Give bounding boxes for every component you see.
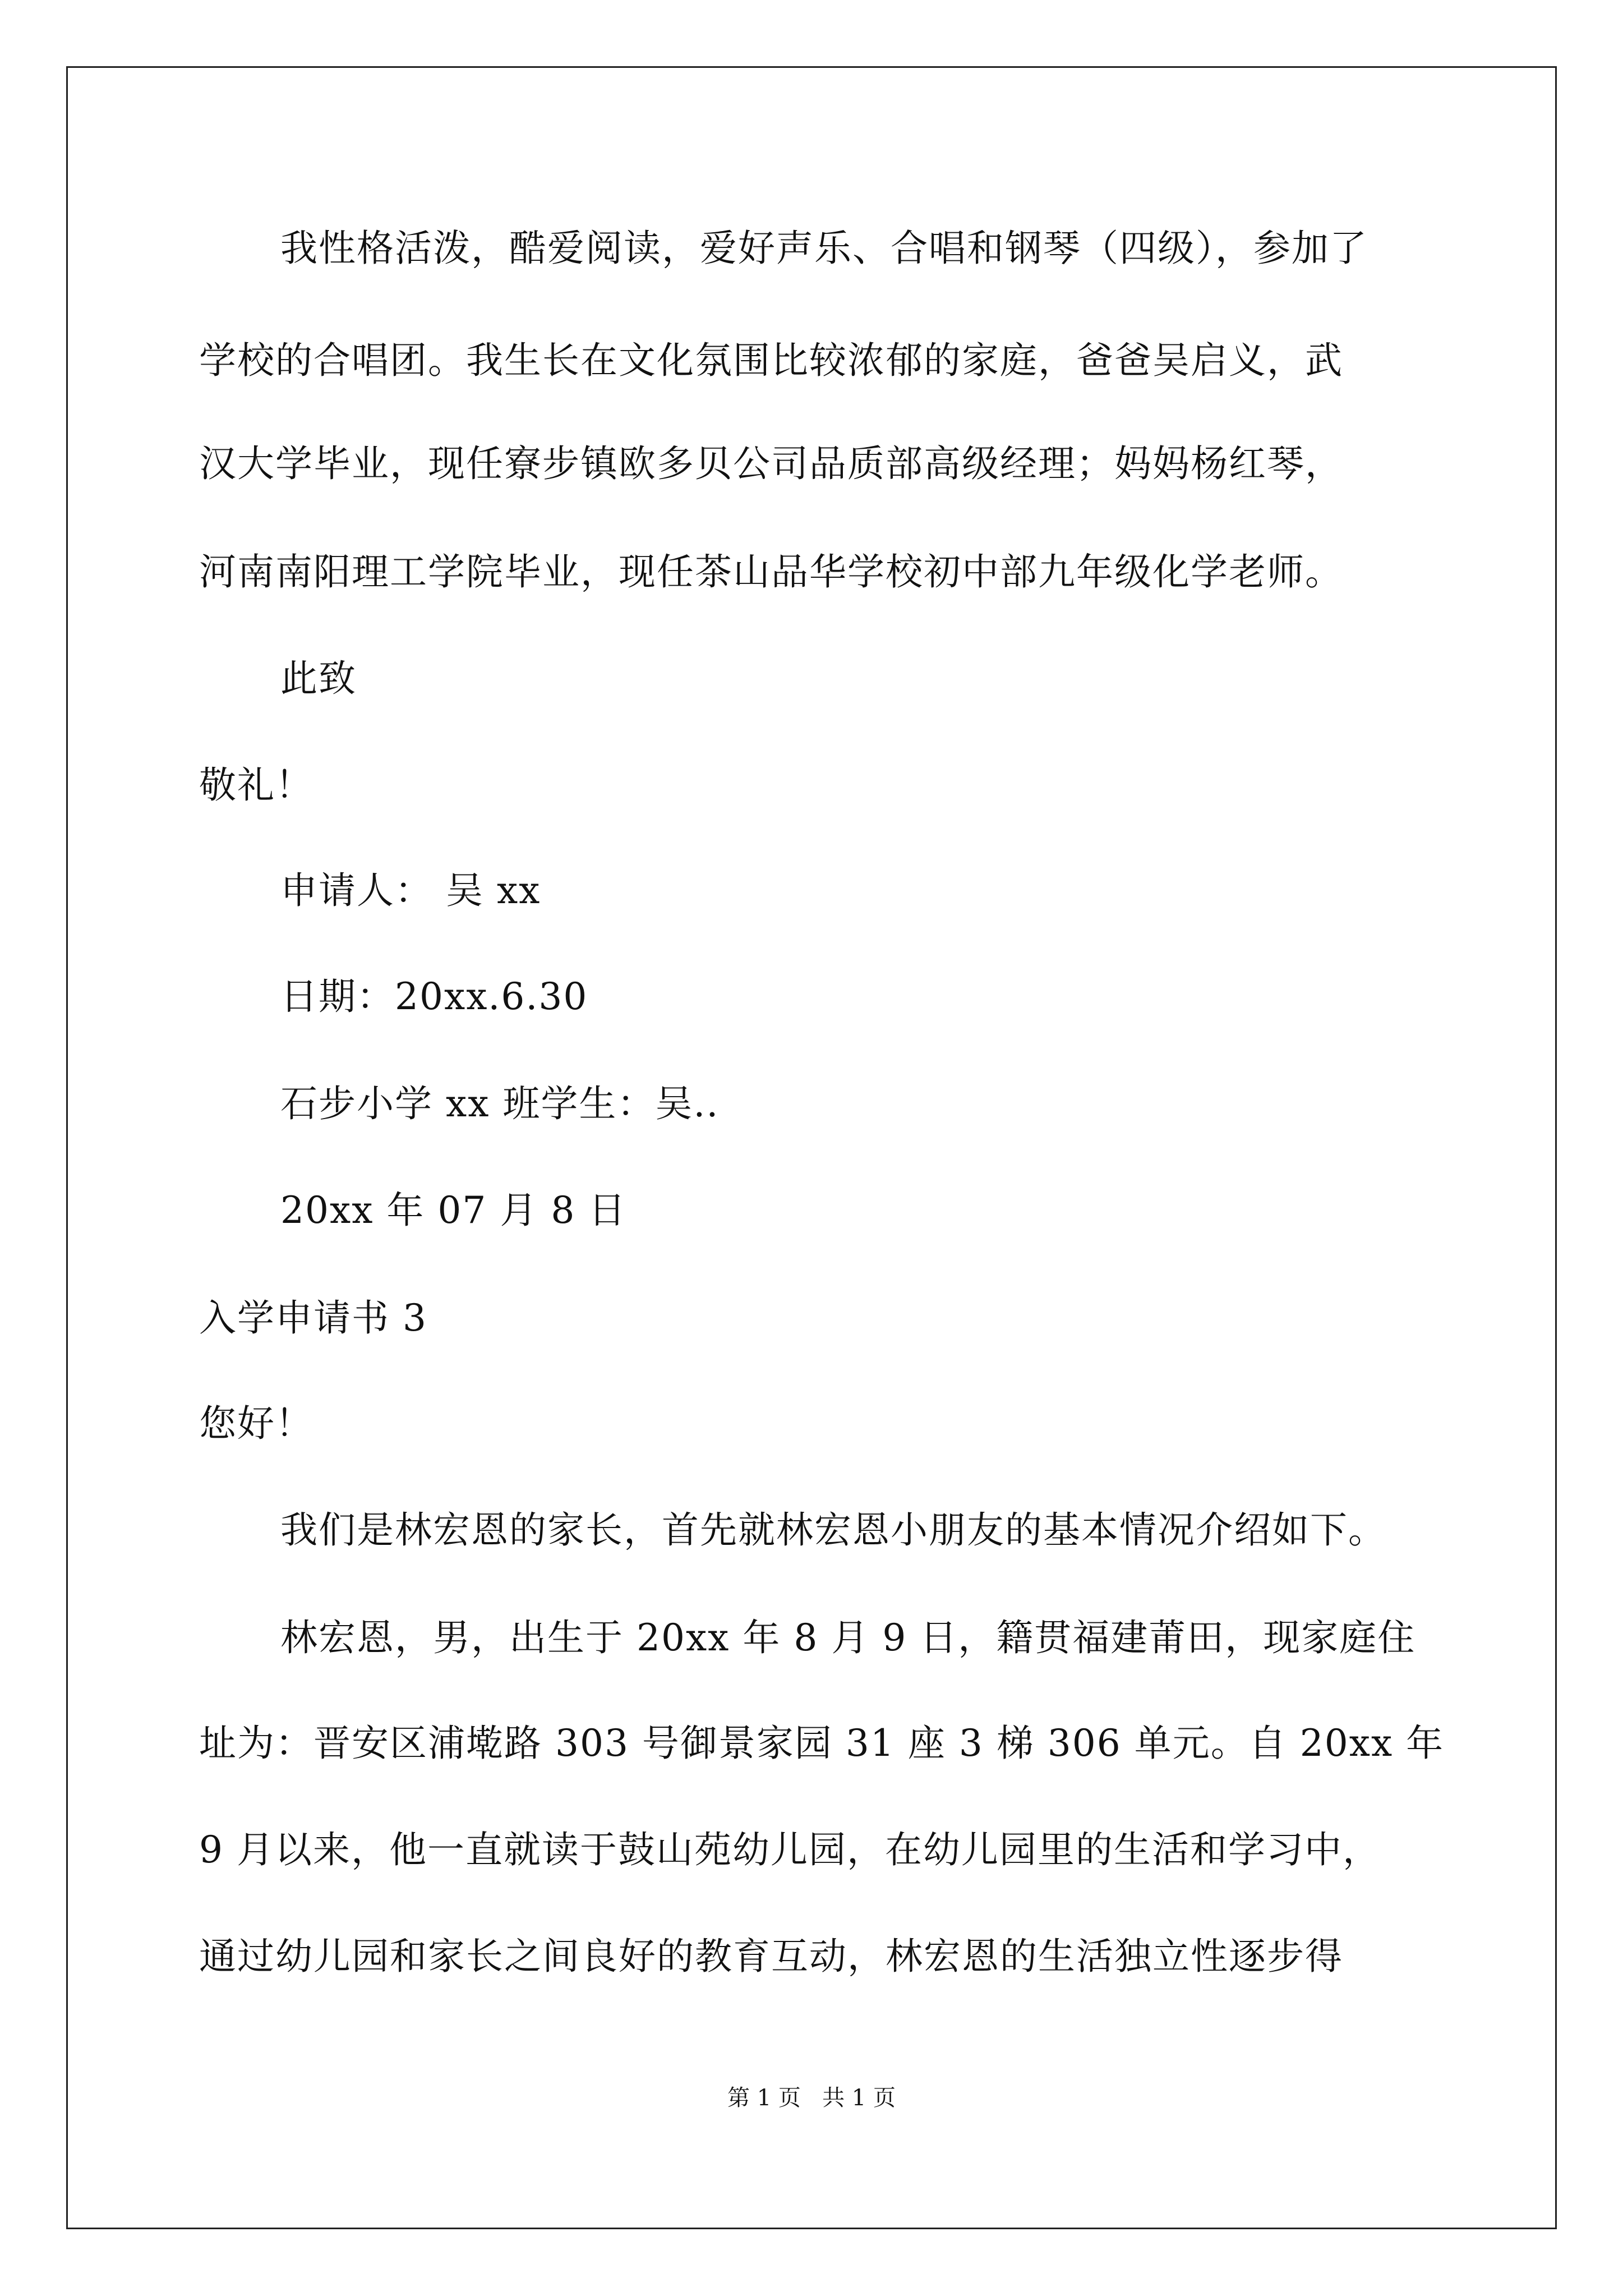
- page-footer: 第 1 页 共 1 页: [727, 2085, 896, 2111]
- paragraph-line: 9 月以来，他一直就读于鼓山苑幼儿园，在幼儿园里的生活和学习中，: [199, 1828, 1381, 1871]
- closing-phrase: 此致: [280, 657, 357, 700]
- date-line: 日期：20xx.6.30: [280, 975, 588, 1018]
- salutation-closing: 敬礼！: [199, 763, 313, 807]
- paragraph-line: 通过幼儿园和家长之间良好的教育互动，林宏恩的生活独立性逐步得: [199, 1935, 1343, 1978]
- page-border: [66, 66, 1557, 2229]
- signature-date: 20xx 年 07 月 8 日: [280, 1189, 627, 1232]
- paragraph-line: 河南南阳理工学院毕业，现任茶山品华学校初中部九年级化学老师。: [199, 550, 1343, 593]
- section-title: 入学申请书 3: [199, 1296, 427, 1340]
- applicant-line: 申请人： 吴 xx: [280, 869, 541, 912]
- paragraph-line: 学校的合唱团。我生长在文化氛围比较浓郁的家庭，爸爸吴启义，武: [199, 339, 1343, 382]
- paragraph-line: 汉大学毕业，现任寮步镇欧多贝公司品质部高级经理；妈妈杨红琴，: [199, 442, 1343, 485]
- paragraph-line: 林宏恩，男，出生于 20xx 年 8 月 9 日，籍贯福建莆田，现家庭住: [280, 1616, 1416, 1659]
- greeting: 您好！: [199, 1402, 313, 1445]
- student-line: 石步小学 xx 班学生：吴..: [280, 1082, 720, 1125]
- paragraph-line: 我性格活泼，酷爱阅读，爱好声乐、合唱和钢琴（四级），参加了: [280, 227, 1368, 270]
- paragraph-line: 址为：晋安区浦墘路 303 号御景家园 31 座 3 梯 306 单元。自 20xx 年: [199, 1722, 1445, 1765]
- paragraph-line: 我们是林宏恩的家长，首先就林宏恩小朋友的基本情况介绍如下。: [280, 1508, 1386, 1552]
